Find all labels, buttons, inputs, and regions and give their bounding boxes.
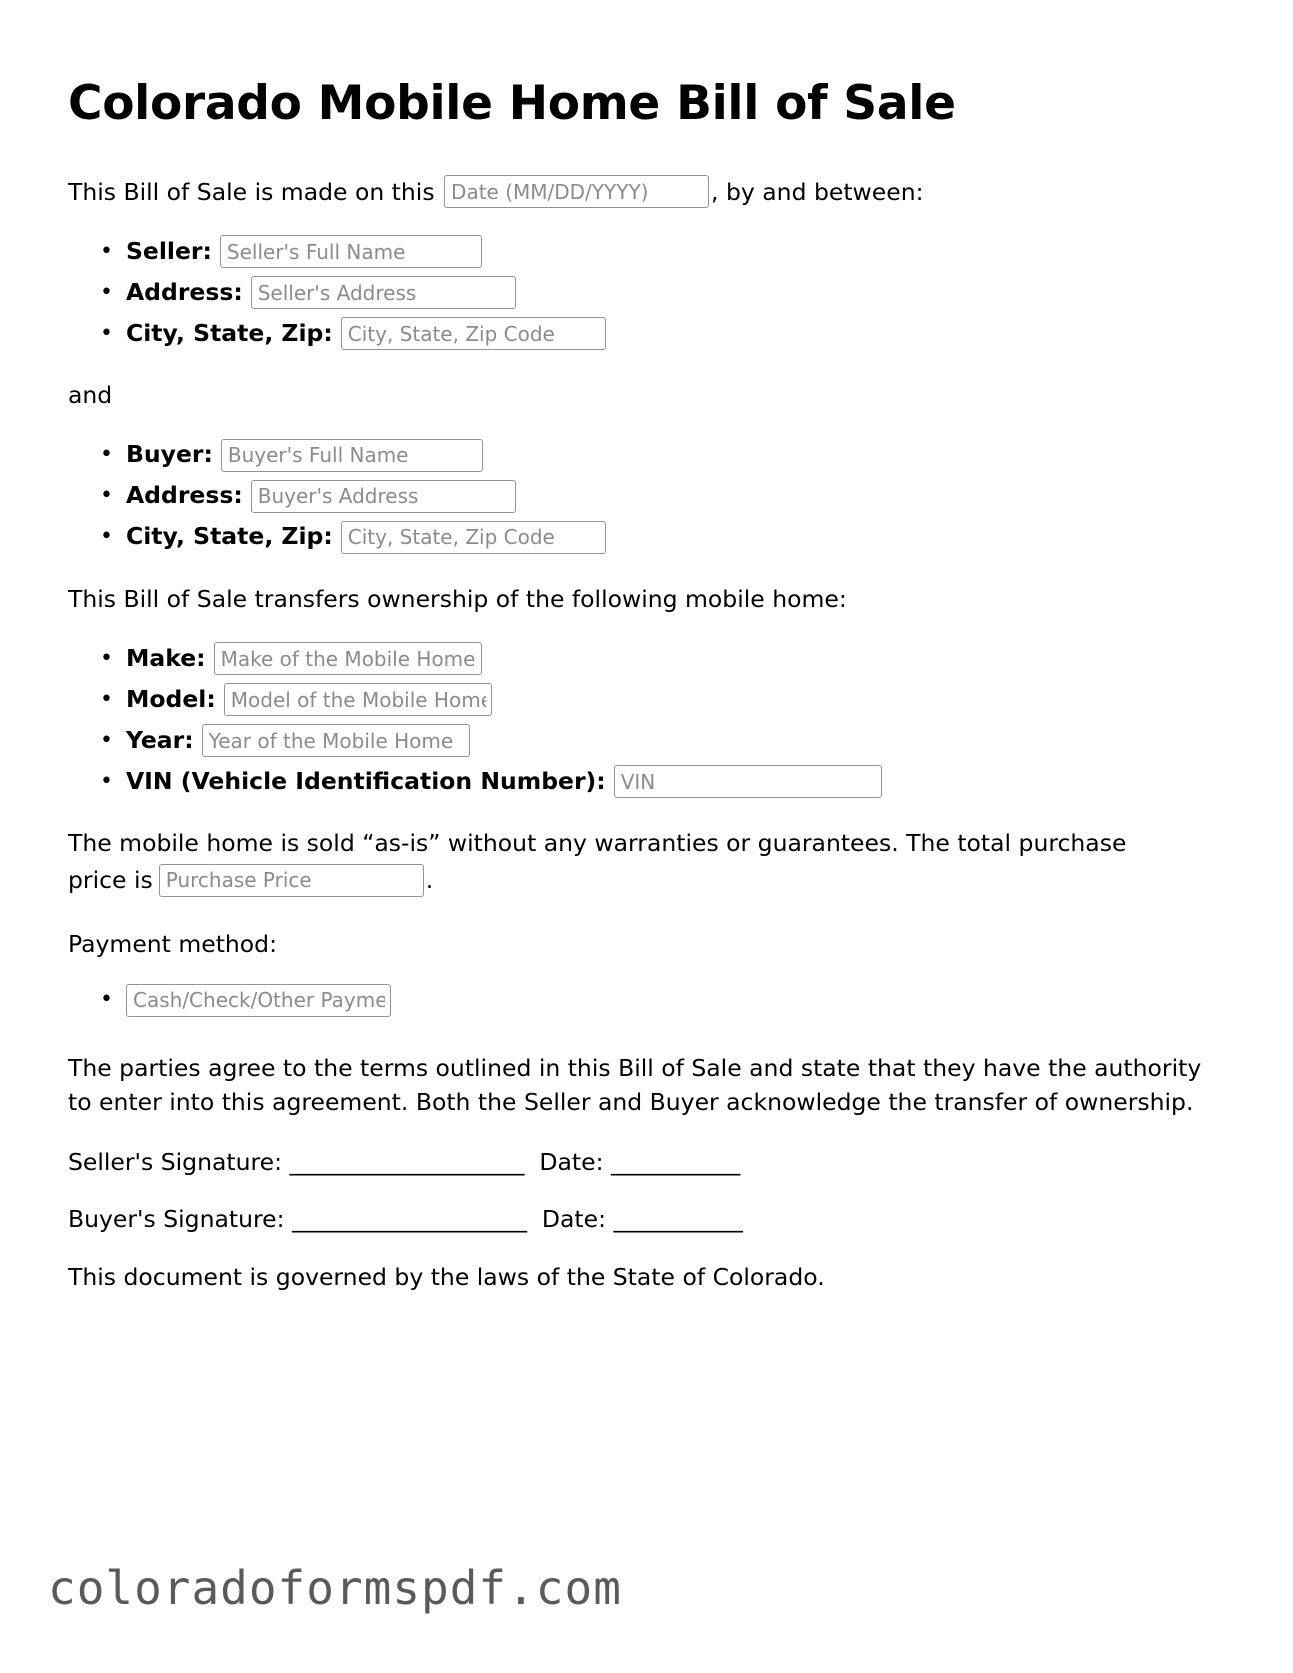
payment-method-heading: Payment method:	[68, 930, 278, 959]
seller-field-row	[126, 317, 1221, 350]
make-field-row	[126, 642, 1221, 675]
intro-text-before: This Bill of Sale is made on this	[68, 177, 443, 206]
intro-paragraph	[68, 175, 1221, 210]
purchase-price-input[interactable]	[159, 864, 424, 897]
transfer-statement: This Bill of Sale transfers ownership of the following mobile home:	[68, 584, 847, 613]
buyer-address-label: • Address:	[126, 481, 243, 510]
seller-signature-line: Seller's Signature: ____________________ Date: ___________	[68, 1147, 741, 1176]
price-label: price is	[68, 865, 153, 894]
year-input[interactable]	[202, 724, 470, 757]
make-input[interactable]	[214, 642, 482, 675]
as-is-clause	[68, 826, 1221, 897]
model-field-row	[126, 683, 1221, 716]
seller-field-list	[68, 235, 1221, 350]
as-is-line-2	[68, 863, 1221, 898]
buyer-signature-line: Buyer's Signature: ____________________ Date: ___________	[68, 1204, 743, 1233]
year-field-row	[126, 724, 1221, 757]
agreement-paragraph: The parties agree to the terms outlined in this Bill of Sale and state that they have the authority to enter into this agreement. Both the Seller and Buyer acknowledge the transfer of ownership.	[68, 1053, 1202, 1117]
governing-law-line: This document is governed by the laws of the State of Colorado.	[68, 1262, 825, 1291]
buyer-field-row	[126, 521, 1221, 554]
vin-label: • VIN (Vehicle Identification Number):	[126, 766, 606, 795]
model-input[interactable]	[224, 683, 492, 716]
date-input[interactable]	[444, 175, 709, 208]
buyer-name-label: • Buyer:	[126, 440, 213, 469]
intro-text-after: , by and between:	[711, 177, 924, 206]
buyer-field-row	[126, 439, 1221, 472]
buyer-address-input[interactable]	[251, 480, 516, 513]
seller-city-state-zip-label: • City, State, Zip:	[126, 318, 333, 347]
buyer-city-state-zip-label: • City, State, Zip:	[126, 522, 333, 551]
as-is-line-1: The mobile home is sold “as-is” without any warranties or guarantees. The total purchase	[68, 829, 1127, 858]
mobile-home-field-list	[68, 642, 1221, 798]
site-watermark: coloradoformspdf.com	[48, 1561, 622, 1615]
make-label: • Make:	[126, 643, 206, 672]
payment-method-row	[126, 984, 1221, 1017]
seller-name-label: • Seller:	[126, 236, 212, 265]
price-period: .	[425, 865, 434, 894]
page-title: Colorado Mobile Home Bill of Sale	[68, 76, 956, 131]
buyer-field-list	[68, 439, 1221, 554]
buyer-name-input[interactable]	[221, 439, 483, 472]
seller-field-row	[126, 235, 1221, 268]
seller-address-input[interactable]	[251, 276, 516, 309]
payment-method-list	[68, 984, 1221, 1017]
payment-method-input[interactable]	[126, 984, 391, 1017]
seller-field-row	[126, 276, 1221, 309]
vin-input[interactable]	[614, 765, 882, 798]
buyer-city-state-zip-input[interactable]	[341, 521, 606, 554]
vin-field-row	[126, 765, 1221, 798]
and-connector: and	[68, 381, 113, 410]
seller-address-label: • Address:	[126, 277, 243, 306]
seller-city-state-zip-input[interactable]	[341, 317, 606, 350]
seller-name-input[interactable]	[220, 235, 482, 268]
buyer-field-row	[126, 480, 1221, 513]
year-label: • Year:	[126, 725, 194, 754]
model-label: • Model:	[126, 684, 216, 713]
